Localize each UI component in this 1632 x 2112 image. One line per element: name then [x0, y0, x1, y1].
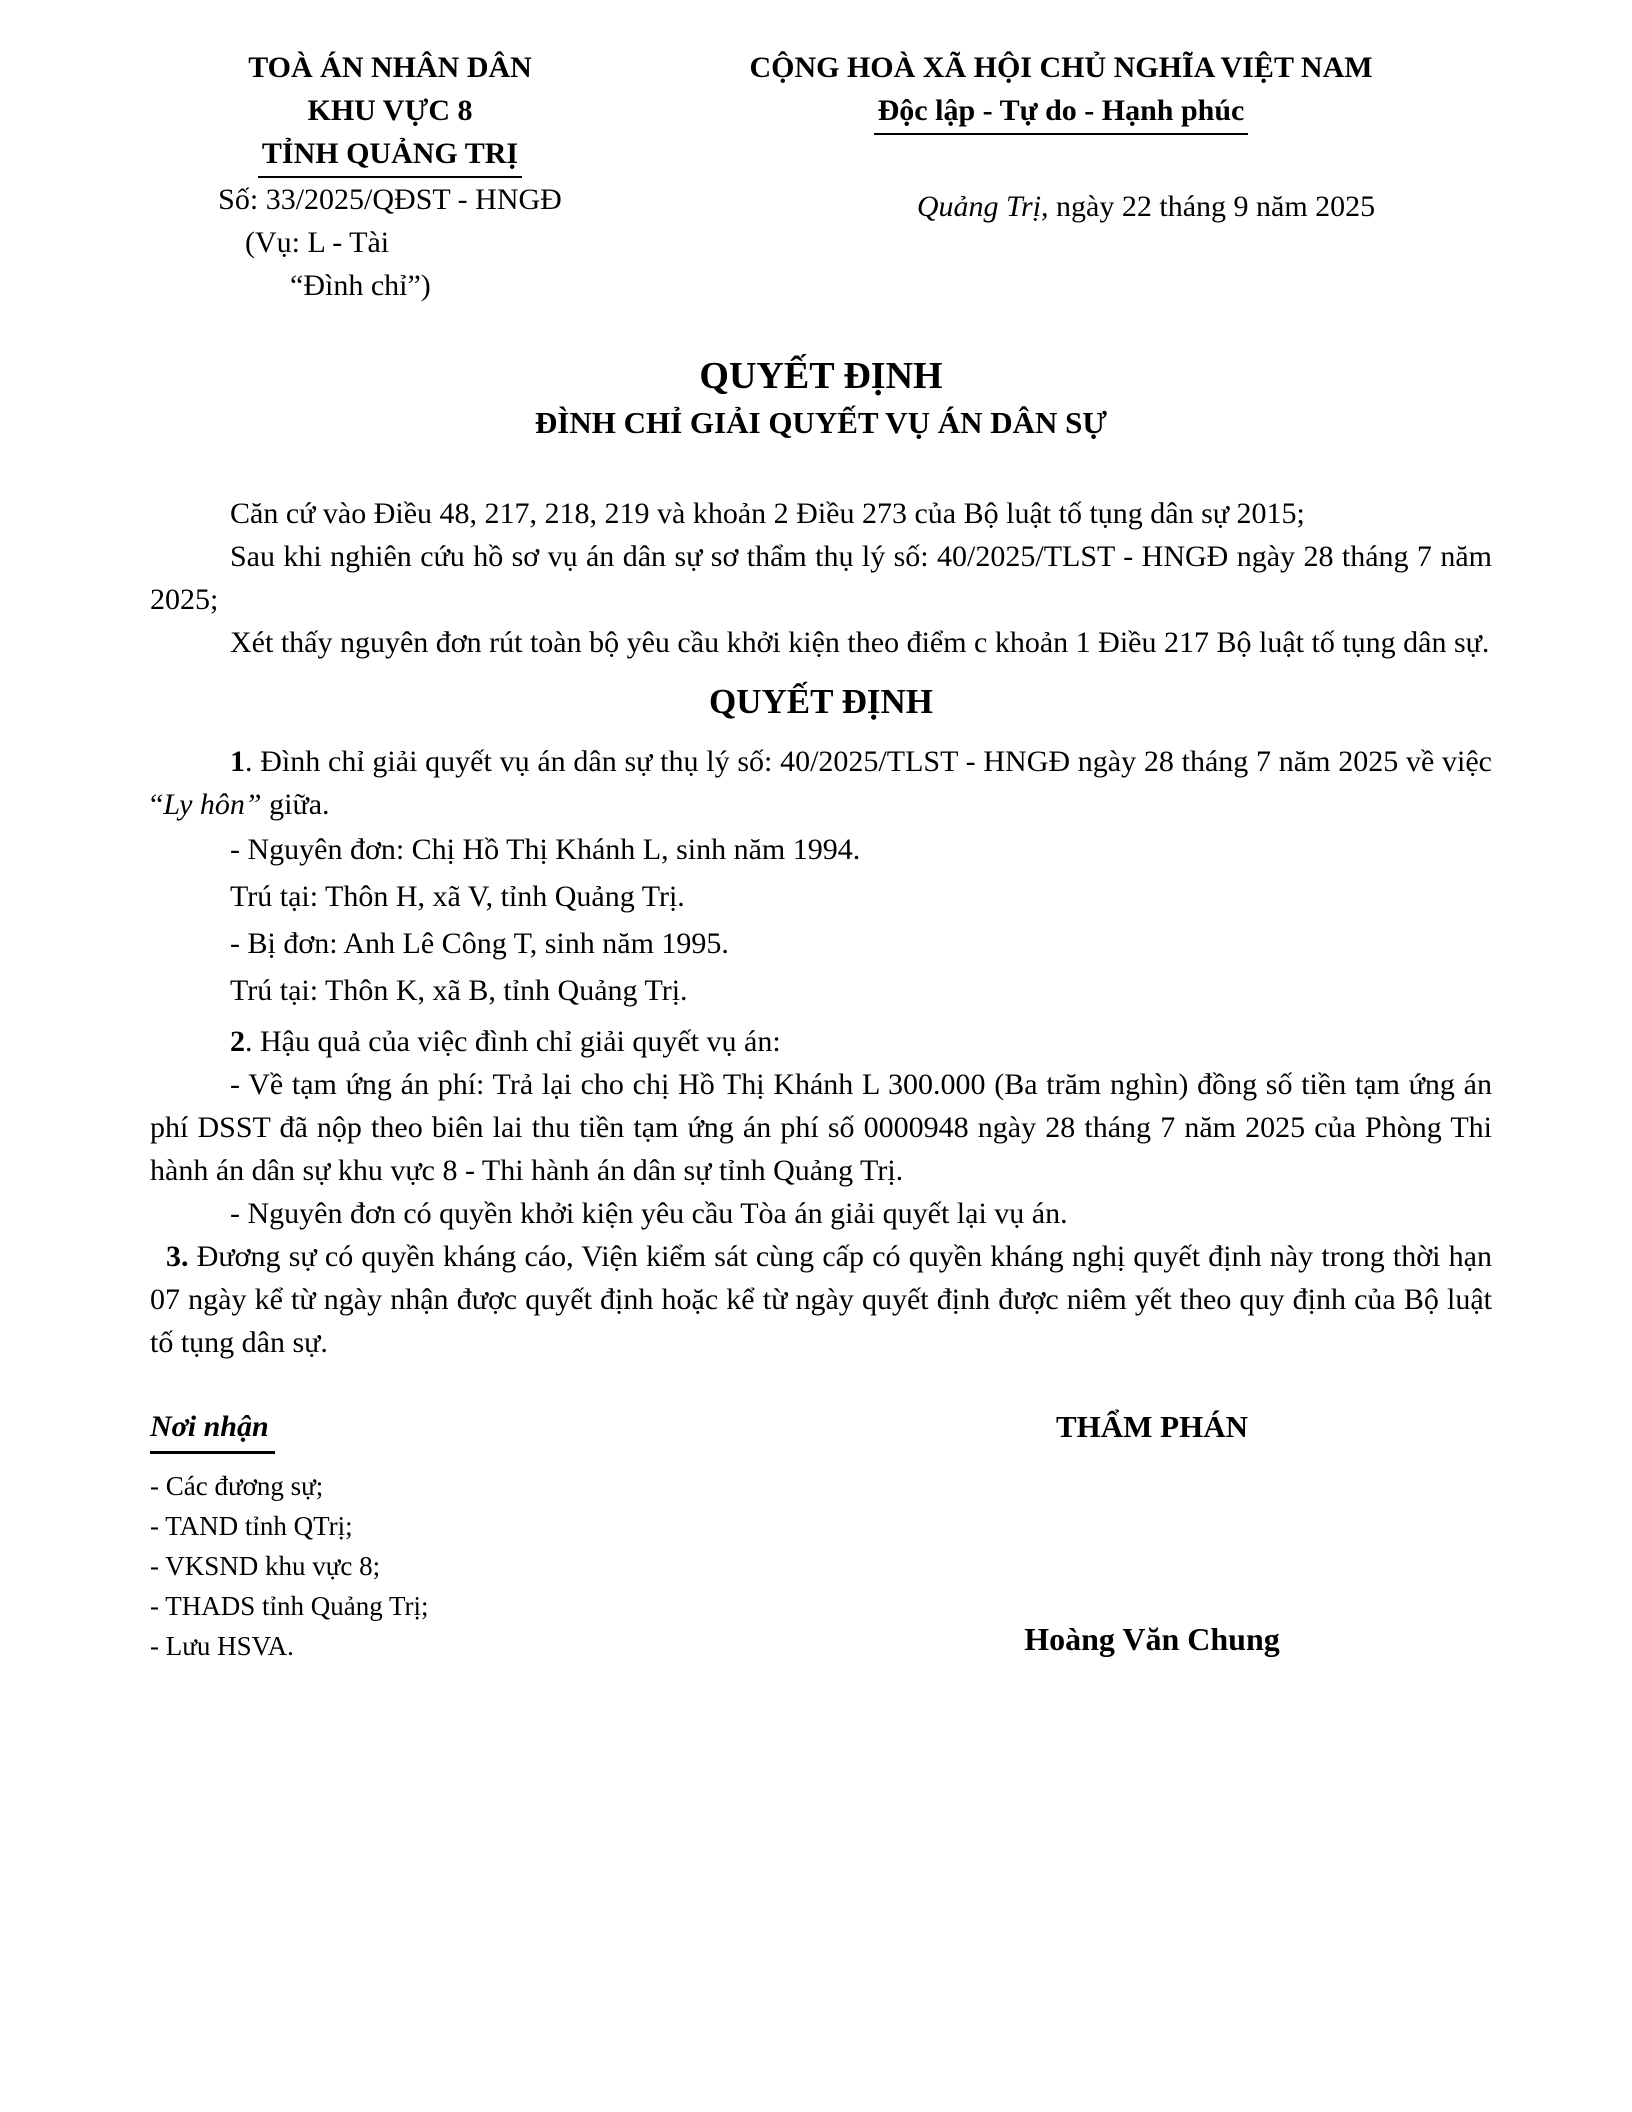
- document-footer: [150, 1404, 1492, 1666]
- item2-number: 2: [230, 1025, 245, 1058]
- preamble-paragraph-2: Sau khi nghiên cứu hồ sơ vụ án dân sự sơ thẩm thụ lý số: 40/2025/TLST - HNGĐ ngày 28 tháng 7 năm 2025;: [150, 540, 1492, 616]
- item1-text-2: giữa.: [261, 788, 330, 821]
- signature-block: [927, 1404, 1377, 1666]
- judge-title: THẨM PHÁN: [1055, 1409, 1248, 1444]
- country-name: CỘNG HOÀ XÃ HỘI CHỦ NGHĨA VIỆT NAM: [749, 51, 1373, 84]
- date-text: ngày 22 tháng 9 năm 2025: [1048, 190, 1376, 223]
- judge-name: Hoàng Văn Chung: [1024, 1621, 1280, 1657]
- preamble-paragraph-1: Căn cứ vào Điều 48, 217, 218, 219 và khoản 2 Điều 273 của Bộ luật tố tụng dân sự 2015;: [230, 497, 1305, 530]
- recipients-label: [150, 1404, 927, 1454]
- decision-item-2: [150, 1020, 1492, 1063]
- item1-text-1: . Đình chỉ giải quyết vụ án dân sự thụ lý số: 40/2025/TLST - HNGĐ ngày 28 tháng 7 năm 2025 về việc “: [150, 745, 1492, 821]
- recipient-item-4: - THADS tỉnh Quảng Trị;: [150, 1591, 429, 1621]
- recipient-item-3: - VKSND khu vực 8;: [150, 1551, 381, 1581]
- title-line2: ĐÌNH CHỈ GIẢI QUYẾT VỤ ÁN DÂN SỰ: [534, 405, 1108, 440]
- preamble-paragraph-3: Xét thấy nguyên đơn rút toàn bộ yêu cầu khởi kiện theo điểm c khoản 1 Điều 217 Bộ luật tố tụng dân sự.: [230, 626, 1490, 659]
- recipient-item-2: - TAND tỉnh QTrị;: [150, 1511, 353, 1541]
- defendant-address-line: Trú tại: Thôn K, xã B, tỉnh Quảng Trị.: [230, 974, 688, 1007]
- date-line: [630, 185, 1492, 228]
- court-name-line3: [150, 132, 630, 178]
- case-note-line2: “Đình chỉ”): [290, 269, 431, 302]
- recipients-label-underlined: Nơi nhận: [150, 1404, 275, 1454]
- document-header: [150, 46, 1492, 307]
- item3-text: Đương sự có quyền kháng cáo, Viện kiểm sát cùng cấp có quyền kháng nghị quyết định này trong thời hạn 07 ngày kể từ ngày nhận được quyết định hoặc kể từ ngày quyết định được niêm yết theo quy định của Bộ luật tố tụng dân sự.: [150, 1240, 1492, 1359]
- decision-heading: QUYẾT ĐỊNH: [709, 682, 933, 721]
- defendant-line: - Bị đơn: Anh Lê Công T, sinh năm 1995.: [230, 927, 729, 960]
- national-header-block: [630, 46, 1492, 307]
- court-name-line2: KHU VỰC 8: [307, 94, 473, 127]
- document-title: [150, 353, 1492, 446]
- plaintiff-address-line: Trú tại: Thôn H, xã V, tỉnh Quảng Trị.: [230, 880, 685, 913]
- national-motto: [630, 89, 1492, 135]
- document-body: [150, 492, 1492, 1364]
- item1-number: 1: [230, 745, 245, 778]
- court-name-line1: TOÀ ÁN NHÂN DÂN: [248, 51, 532, 84]
- motto-underlined: Độc lập - Tự do - Hạnh phúc: [874, 89, 1249, 135]
- date-place: Quảng Trị,: [916, 190, 1049, 223]
- title-line1: QUYẾT ĐỊNH: [699, 355, 943, 397]
- item1-case-type: Ly hôn”: [163, 788, 262, 821]
- court-name-underlined: TỈNH QUẢNG TRỊ: [258, 132, 522, 178]
- decision-item-3: [150, 1235, 1492, 1364]
- right-to-sue-paragraph: - Nguyên đơn có quyền khởi kiện yêu cầu Tòa án giải quyết lại vụ án.: [230, 1197, 1068, 1230]
- case-note-line1: (Vụ: L - Tài: [245, 226, 390, 259]
- fee-refund-paragraph: - Về tạm ứng án phí: Trả lại cho chị Hồ Thị Khánh L 300.000 (Ba trăm nghìn) đồng số tiền tạm ứng án phí DSST đã nộp theo biên lai thu tiền tạm ứng án phí số 0000948 ngày 28 tháng 7 năm 2025 của Phòng Thi hành án dân sự khu vực 8 - Thi hành án dân sự tỉnh Quảng Trị.: [150, 1068, 1492, 1187]
- recipient-item-5: - Lưu HSVA.: [150, 1631, 294, 1661]
- court-header-block: [150, 46, 630, 307]
- recipient-item-1: - Các đương sự;: [150, 1471, 324, 1501]
- recipients-block: [150, 1404, 927, 1666]
- document-number: Số: 33/2025/QĐST - HNGĐ: [218, 183, 562, 216]
- item2-text: . Hậu quả của việc đình chỉ giải quyết vụ án:: [245, 1025, 781, 1058]
- recipients-list: [150, 1466, 927, 1666]
- decision-item-1: [150, 740, 1492, 826]
- plaintiff-line: - Nguyên đơn: Chị Hồ Thị Khánh L, sinh năm 1994.: [230, 833, 861, 866]
- item3-number: 3.: [166, 1240, 189, 1273]
